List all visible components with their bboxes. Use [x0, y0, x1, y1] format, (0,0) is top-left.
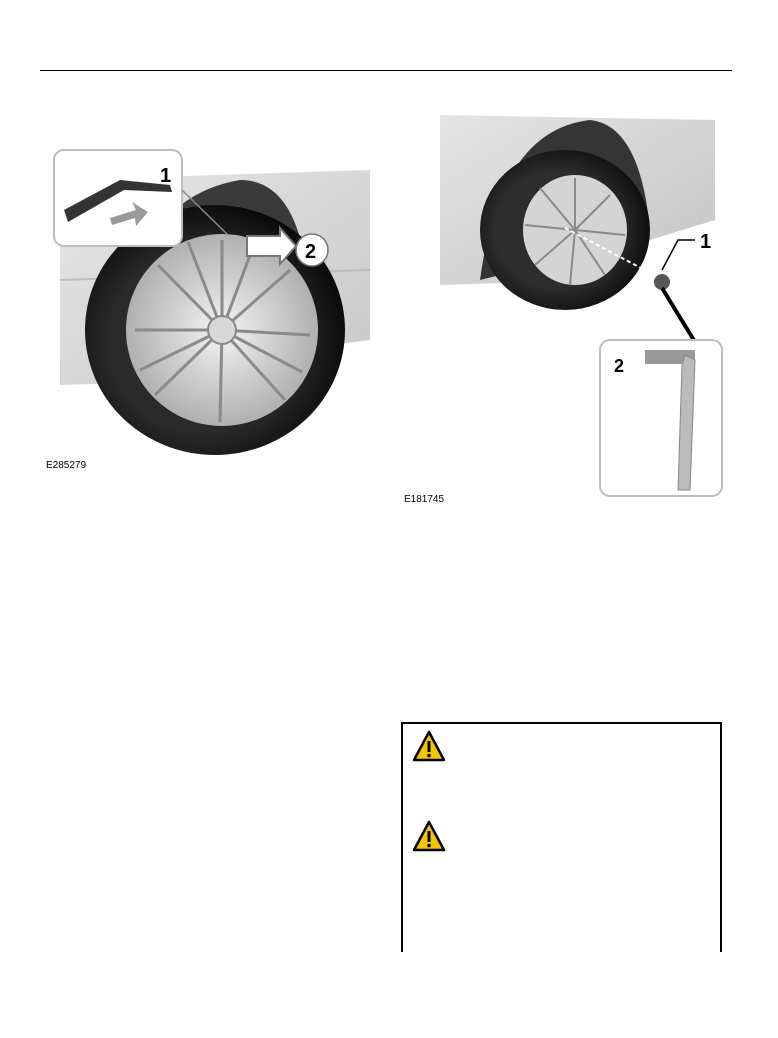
figure-code: E285279	[46, 460, 87, 471]
callout-1: 1	[700, 231, 712, 253]
figure-wheel-trim-removal	[40, 140, 380, 470]
warning-triangle-icon	[412, 820, 446, 854]
figure-code: E181745	[404, 494, 445, 505]
callout-2: 2	[614, 356, 625, 376]
warning-triangle-icon	[412, 730, 446, 764]
header-rule	[40, 70, 732, 71]
warning-box	[401, 722, 722, 952]
callout-2: 2	[305, 241, 317, 263]
figure-wheel-nut-wrench	[400, 110, 740, 500]
callout-1: 1	[160, 165, 172, 187]
